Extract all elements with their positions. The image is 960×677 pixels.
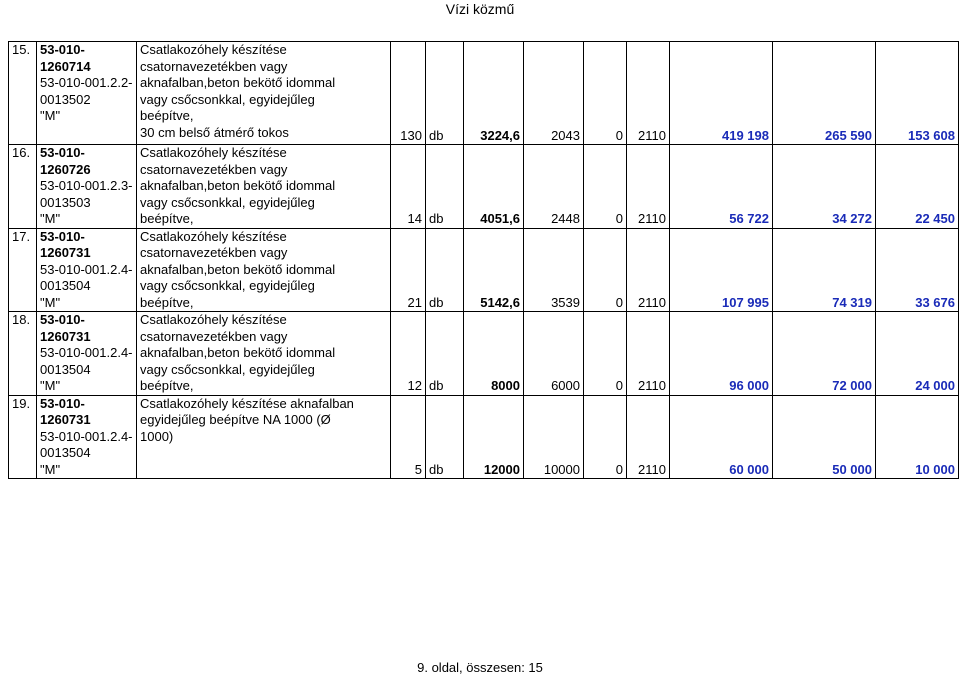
table-row: [9, 312, 959, 396]
item-code-line: 53-010-001.2.4-: [40, 261, 133, 277]
description-line: csatornavezetékben vagy: [140, 161, 288, 177]
description-line: Csatlakozóhely készítése: [140, 312, 287, 327]
table-body: [9, 42, 959, 479]
item-code: [37, 228, 137, 312]
labor-total: 24 000: [876, 312, 959, 396]
description-line: beépítve,: [140, 108, 194, 123]
total-amount: 60 000: [670, 395, 773, 479]
total-amount: 107 995: [670, 228, 773, 312]
code-value: 2110: [627, 145, 670, 229]
quantity: 130: [391, 42, 426, 145]
item-code-line: 53-010-001.2.4-: [40, 428, 133, 444]
item-description: [137, 228, 391, 312]
quantity: 21: [391, 228, 426, 312]
description-line: beépítve,: [140, 378, 194, 393]
item-description: [137, 42, 391, 145]
item-code-line: 53-010-001.2.2-: [40, 75, 133, 90]
table-row: [9, 42, 959, 145]
material-price: 6000: [524, 312, 584, 396]
item-code-line: "M": [40, 461, 61, 477]
value-zero: 0: [584, 312, 627, 396]
labor-total: 22 450: [876, 145, 959, 229]
material-total: 74 319: [773, 228, 876, 312]
item-code-line: 0013504: [40, 445, 91, 460]
description-line: Csatlakozóhely készítése: [140, 42, 287, 57]
item-code-line: "M": [40, 294, 61, 310]
unit: db: [426, 145, 464, 229]
unit: db: [426, 228, 464, 312]
unit-price: 3224,6: [464, 42, 524, 145]
value-zero: 0: [584, 42, 627, 145]
material-price: 10000: [524, 395, 584, 479]
table-row: [9, 228, 959, 312]
row-number: 18.: [9, 312, 37, 396]
item-code-line: "M": [40, 378, 61, 393]
item-code-line: "M": [40, 211, 61, 226]
total-amount: 419 198: [670, 42, 773, 145]
unit: db: [426, 395, 464, 479]
item-code-line: 53-010-001.2.3-: [40, 178, 133, 193]
table-row: [9, 395, 959, 479]
description-line: csatornavezetékben vagy: [140, 328, 288, 344]
material-price: 3539: [524, 228, 584, 312]
quantity: 5: [391, 395, 426, 479]
material-total: 265 590: [773, 42, 876, 145]
description-line: beépítve,: [140, 211, 194, 226]
code-value: 2110: [627, 395, 670, 479]
item-code-line: 53-010-: [40, 228, 85, 244]
value-zero: 0: [584, 145, 627, 229]
description-line: aknafalban,beton bekötő idommal: [140, 75, 336, 90]
row-number: 19.: [9, 395, 37, 479]
item-code-line: "M": [40, 108, 61, 123]
description-line: 30 cm belső átmérő tokos: [140, 124, 289, 140]
item-code: [37, 145, 137, 229]
description-line: vagy csőcsonkkal, egyidejűleg: [140, 194, 315, 210]
unit-price: 4051,6: [464, 145, 524, 229]
row-number: 16.: [9, 145, 37, 229]
unit-price: 12000: [464, 395, 524, 479]
description-line: Csatlakozóhely készítése: [140, 228, 287, 244]
description-line: egyidejűleg beépítve NA 1000 (Ø: [140, 412, 331, 427]
description-line: csatornavezetékben vagy: [140, 245, 288, 260]
material-price: 2448: [524, 145, 584, 229]
item-code-line: 0013504: [40, 278, 91, 293]
description-line: aknafalban,beton bekötő idommal: [140, 345, 336, 360]
item-code-line: 53-010-: [40, 395, 85, 411]
item-code: [37, 312, 137, 396]
unit-price: 8000: [464, 312, 524, 396]
total-amount: 56 722: [670, 145, 773, 229]
page-footer: 9. oldal, összesen: 15: [417, 660, 543, 675]
material-total: 34 272: [773, 145, 876, 229]
row-number: 15.: [9, 42, 37, 145]
description-line: beépítve,: [140, 294, 194, 310]
item-code-line: 53-010-: [40, 312, 85, 327]
description-line: aknafalban,beton bekötő idommal: [140, 261, 336, 277]
cost-table: [8, 41, 959, 479]
material-total: 72 000: [773, 312, 876, 396]
item-code-line: 0013502: [40, 91, 91, 107]
item-code-line: 1260731: [40, 245, 91, 260]
code-value: 2110: [627, 42, 670, 145]
material-price: 2043: [524, 42, 584, 145]
page-title: Vízi közmű: [445, 1, 515, 17]
description-line: Csatlakozóhely készítése aknafalban: [140, 395, 354, 411]
item-code-line: 53-010-001.2.4-: [40, 345, 133, 360]
material-total: 50 000: [773, 395, 876, 479]
row-number: 17.: [9, 228, 37, 312]
description-line: vagy csőcsonkkal, egyidejűleg: [140, 91, 315, 107]
labor-total: 10 000: [876, 395, 959, 479]
code-value: 2110: [627, 228, 670, 312]
item-code-line: 1260714: [40, 58, 91, 74]
quantity: 12: [391, 312, 426, 396]
item-code-line: 1260726: [40, 161, 91, 177]
value-zero: 0: [584, 395, 627, 479]
item-description: [137, 145, 391, 229]
labor-total: 153 608: [876, 42, 959, 145]
item-code-line: 53-010-: [40, 42, 85, 57]
description-line: aknafalban,beton bekötő idommal: [140, 178, 336, 193]
unit-price: 5142,6: [464, 228, 524, 312]
value-zero: 0: [584, 228, 627, 312]
item-code-line: 0013503: [40, 194, 91, 210]
item-code-line: 53-010-: [40, 145, 85, 160]
description-line: vagy csőcsonkkal, egyidejűleg: [140, 278, 315, 293]
description-line: csatornavezetékben vagy: [140, 58, 288, 74]
code-value: 2110: [627, 312, 670, 396]
description-line: Csatlakozóhely készítése: [140, 145, 287, 160]
item-description: [137, 395, 391, 479]
description-line: vagy csőcsonkkal, egyidejűleg: [140, 361, 315, 377]
item-code: [37, 42, 137, 145]
unit: db: [426, 42, 464, 145]
quantity: 14: [391, 145, 426, 229]
total-amount: 96 000: [670, 312, 773, 396]
item-code: [37, 395, 137, 479]
table-row: [9, 145, 959, 229]
item-description: [137, 312, 391, 396]
item-code-line: 0013504: [40, 361, 91, 377]
description-line: 1000): [140, 428, 174, 444]
labor-total: 33 676: [876, 228, 959, 312]
item-code-line: 1260731: [40, 412, 91, 427]
unit: db: [426, 312, 464, 396]
item-code-line: 1260731: [40, 328, 91, 344]
